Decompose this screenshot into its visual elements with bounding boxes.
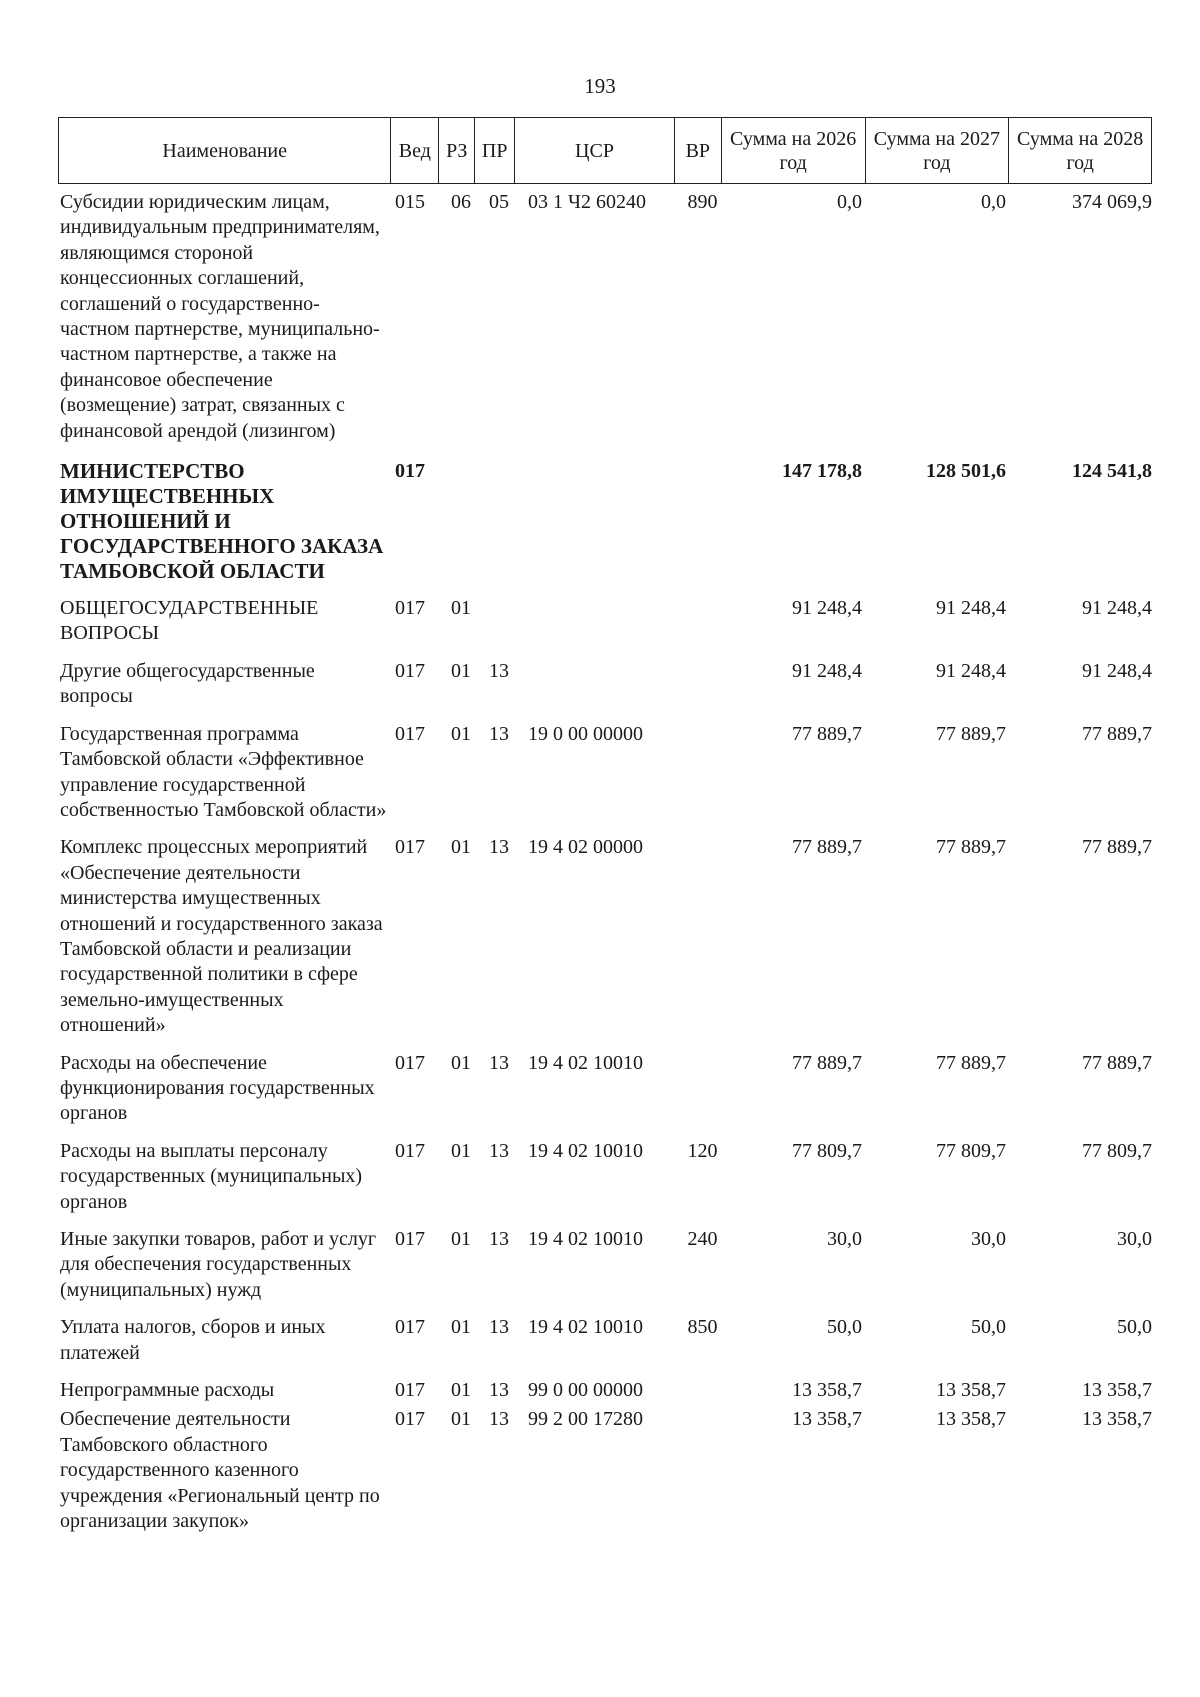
- header-sum-2027: Сумма на 2027 год: [866, 118, 1010, 183]
- cell-s2026: 77 889,7: [792, 1051, 862, 1074]
- cell-s2028: 374 069,9: [1072, 191, 1152, 213]
- table-row: [58, 835, 1152, 1038]
- cell-s2026: 50,0: [827, 1316, 862, 1339]
- cell-rz: 01: [451, 836, 471, 859]
- cell-name: Обеспечение деятельности Тамбовского областного государственного казенного учреждения «Региональный центр по организации закупок»: [60, 1408, 380, 1533]
- cell-ved: 017: [395, 722, 425, 745]
- cell-rz: 01: [451, 597, 471, 620]
- cell-s2027: 13 358,7: [936, 1408, 1006, 1431]
- table-row: [58, 1378, 1152, 1403]
- cell-vr: 850: [687, 1316, 718, 1339]
- header-sum-2028: Сумма на 2028 год: [1017, 127, 1144, 174]
- cell-name: Расходы на выплаты персоналу государственных (муниципальных) органов: [60, 1139, 363, 1213]
- cell-pr: 13: [489, 1379, 509, 1402]
- header-csr: ЦСР: [515, 118, 675, 183]
- cell-rz: 01: [451, 659, 471, 682]
- cell-s2027: 77 889,7: [936, 836, 1006, 859]
- cell-vr: 890: [687, 191, 718, 213]
- cell-ved: 017: [395, 1316, 425, 1339]
- cell-name: Государственная программа Тамбовской области «Эффективное управление государственной собственностью Тамбовской области»: [60, 722, 387, 821]
- cell-vr: 240: [687, 1228, 718, 1250]
- cell-ved: 017: [395, 836, 425, 859]
- cell-pr: 05: [489, 191, 509, 213]
- cell-name: Комплекс процессных мероприятий «Обеспечение деятельности министерства имущественных отношений и государственного заказа Тамбовской области и реализации государственной политики в сфере земельно-имущественных отношений»: [60, 836, 383, 1037]
- cell-name: Субсидии юридическим лицам, индивидуальным предпринимателям, являющимся стороной концессионных соглашений, соглашений о государственно-частном партнерстве, муниципально-частном партнерстве, а также на финансовое обеспечение (возмещение) затрат, связанных с финансовой арендой (лизингом): [60, 191, 380, 442]
- cell-s2028: 77 889,7: [1082, 1051, 1152, 1074]
- cell-pr: 13: [489, 836, 509, 859]
- cell-s2026: 91 248,4: [792, 659, 862, 682]
- cell-s2027: 77 889,7: [936, 1051, 1006, 1074]
- cell-vr: 120: [687, 1139, 718, 1162]
- table-row: [58, 190, 1152, 444]
- cell-s2027: 50,0: [971, 1316, 1006, 1339]
- table-row: [58, 1315, 1152, 1366]
- cell-ved: 017: [395, 460, 425, 483]
- table-row: [58, 596, 1152, 647]
- cell-csr: 19 4 02 10010: [528, 1228, 643, 1250]
- page-number: 193: [584, 74, 616, 98]
- header-pr: ПР: [475, 118, 515, 183]
- cell-ved: 017: [395, 1379, 425, 1402]
- cell-csr: 19 0 00 00000: [528, 722, 643, 745]
- cell-s2027: 13 358,7: [936, 1379, 1006, 1402]
- cell-s2027: 30,0: [971, 1228, 1006, 1250]
- cell-s2027: 77 809,7: [936, 1139, 1006, 1162]
- table-row: [58, 459, 1152, 584]
- cell-rz: 06: [451, 191, 471, 213]
- cell-name: Уплата налогов, сборов и иных платежей: [60, 1316, 326, 1364]
- cell-s2026: 30,0: [827, 1228, 862, 1250]
- cell-name: Другие общегосударственные вопросы: [60, 659, 315, 708]
- cell-ved: 017: [395, 1051, 425, 1074]
- cell-s2028: 50,0: [1117, 1316, 1152, 1339]
- cell-s2028: 91 248,4: [1082, 659, 1152, 682]
- cell-s2026: 77 889,7: [792, 836, 862, 859]
- table-row: [58, 1139, 1152, 1215]
- cell-rz: 01: [451, 1139, 471, 1162]
- cell-rz: 01: [451, 1228, 471, 1250]
- cell-csr: 19 4 02 10010: [528, 1139, 643, 1162]
- table-row: [58, 1407, 1152, 1534]
- table-body: [58, 190, 1152, 1538]
- cell-s2026: 91 248,4: [792, 597, 862, 620]
- cell-name: МИНИСТЕРСТВО ИМУЩЕСТВЕННЫХ ОТНОШЕНИЙ И ГОСУДАРСТВЕННОГО ЗАКАЗА ТАМБОВСКОЙ ОБЛАСТИ: [60, 459, 384, 584]
- cell-s2028: 124 541,8: [1072, 460, 1152, 483]
- cell-rz: 01: [451, 1051, 471, 1074]
- cell-s2028: 91 248,4: [1082, 597, 1152, 620]
- cell-s2026: 0,0: [837, 191, 862, 213]
- table-row: [58, 1227, 1152, 1303]
- cell-s2028: 77 809,7: [1082, 1139, 1152, 1162]
- cell-pr: 13: [489, 722, 509, 745]
- cell-s2027: 91 248,4: [936, 597, 1006, 620]
- cell-name: Расходы на обеспечение функционирования государственных органов: [60, 1051, 375, 1125]
- cell-rz: 01: [451, 722, 471, 745]
- cell-s2028: 77 889,7: [1082, 722, 1152, 745]
- cell-rz: 01: [451, 1379, 471, 1402]
- cell-s2026: 77 889,7: [792, 722, 862, 745]
- cell-ved: 017: [395, 659, 425, 682]
- cell-s2027: 91 248,4: [936, 659, 1006, 682]
- cell-s2027: 77 889,7: [936, 722, 1006, 745]
- header-sum-2026: Сумма на 2026 год: [722, 118, 866, 183]
- cell-s2026: 77 809,7: [792, 1139, 862, 1162]
- cell-pr: 13: [489, 1228, 509, 1250]
- header-ved: Вед: [391, 118, 439, 183]
- cell-s2028: 30,0: [1117, 1228, 1152, 1250]
- cell-name: ОБЩЕГОСУДАРСТВЕННЫЕ ВОПРОСЫ: [60, 597, 319, 645]
- header-name: Наименование: [59, 118, 391, 183]
- cell-s2028: 13 358,7: [1082, 1379, 1152, 1402]
- cell-pr: 13: [489, 1139, 509, 1162]
- cell-csr: 19 4 02 10010: [528, 1316, 643, 1339]
- cell-s2027: 128 501,6: [926, 460, 1006, 483]
- cell-s2028: 77 889,7: [1082, 836, 1152, 859]
- cell-s2026: 147 178,8: [782, 460, 862, 483]
- cell-name: Непрограммные расходы: [60, 1379, 275, 1402]
- cell-ved: 017: [395, 1228, 425, 1250]
- cell-ved: 017: [395, 597, 425, 620]
- cell-ved: 017: [395, 1408, 425, 1431]
- table-row: [58, 722, 1152, 824]
- cell-csr: 19 4 02 10010: [528, 1051, 643, 1074]
- cell-s2027: 0,0: [981, 191, 1006, 213]
- table-row: [58, 659, 1152, 710]
- cell-s2026: 13 358,7: [792, 1379, 862, 1402]
- cell-name: Иные закупки товаров, работ и услуг для обеспечения государственных (муниципальных) нужд: [60, 1228, 377, 1301]
- cell-csr: 19 4 02 00000: [528, 836, 643, 859]
- cell-csr: 99 0 00 00000: [528, 1379, 643, 1402]
- cell-rz: 01: [451, 1408, 471, 1431]
- cell-csr: 99 2 00 17280: [528, 1408, 643, 1431]
- cell-csr: 03 1 Ч2 60240: [528, 191, 646, 213]
- cell-ved: 017: [395, 1139, 425, 1162]
- cell-s2028: 13 358,7: [1082, 1408, 1152, 1431]
- cell-ved: 015: [395, 191, 425, 213]
- table-header: [58, 117, 1152, 184]
- cell-pr: 13: [489, 1408, 509, 1431]
- cell-s2026: 13 358,7: [792, 1408, 862, 1431]
- cell-pr: 13: [489, 1051, 509, 1074]
- table-row: [58, 1051, 1152, 1127]
- header-rz: РЗ: [439, 118, 475, 183]
- cell-pr: 13: [489, 1316, 509, 1339]
- header-vr: ВР: [675, 118, 722, 183]
- cell-rz: 01: [451, 1316, 471, 1339]
- cell-pr: 13: [489, 659, 509, 682]
